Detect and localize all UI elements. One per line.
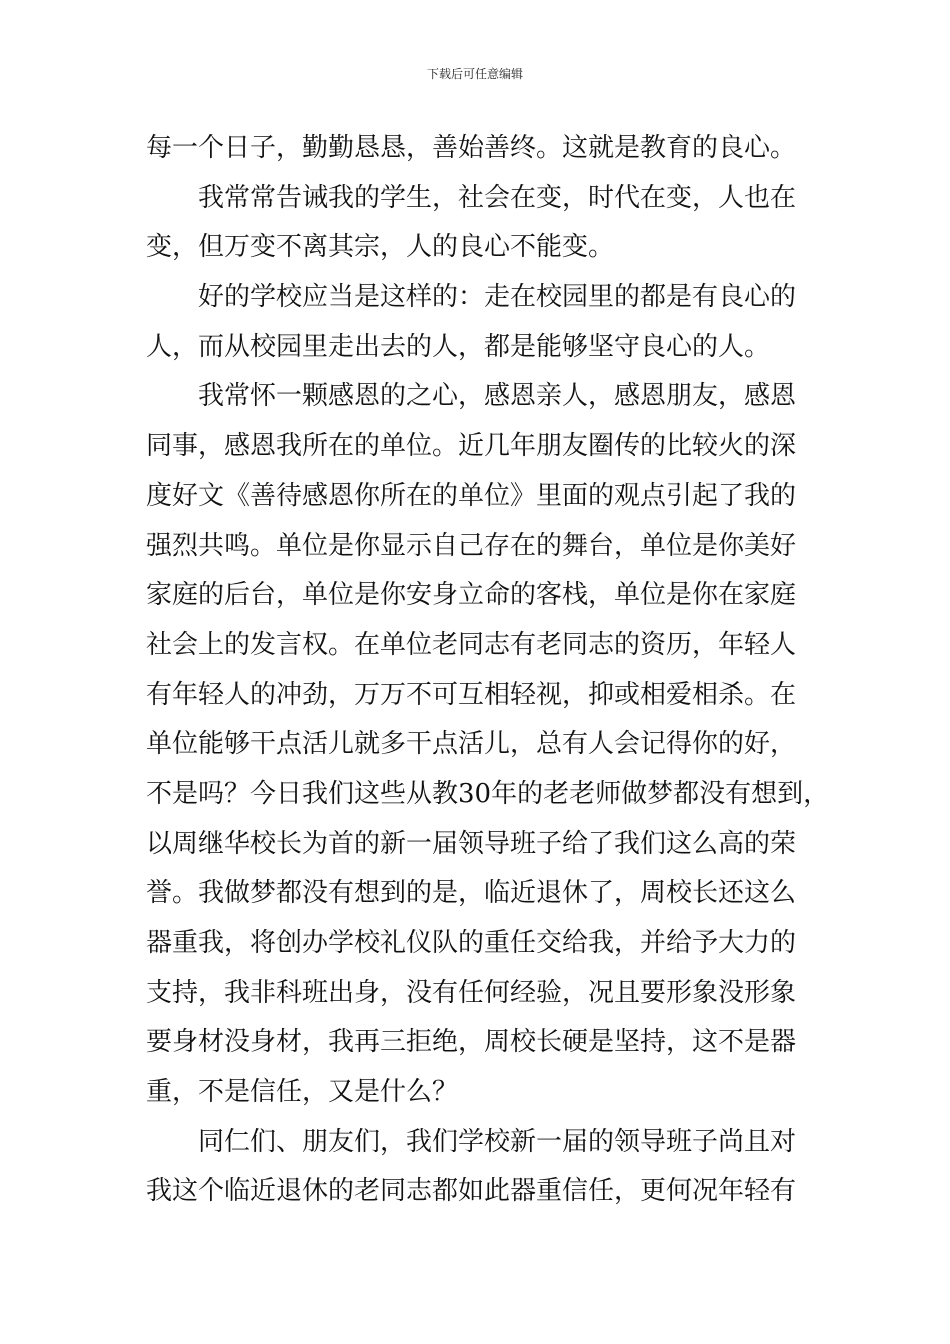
text-line: 强烈共鸣。单位是你显示自己存在的舞台，单位是你美好 — [146, 530, 797, 561]
text-line: 同仁们、朋友们，我们学校新一届的领导班子尚且对 — [198, 1126, 797, 1157]
text-line: 以周继华校长为首的新一届领导班子给了我们这么高的荣 — [146, 828, 797, 859]
text-line: 家庭的后台，单位是你安身立命的客栈，单位是你在家庭 — [146, 580, 797, 611]
text-line: 要身材没身材，我再三拒绝，周校长硬是坚持，这不是器 — [146, 1027, 797, 1058]
text-line: 社会上的发言权。在单位老同志有老同志的资历，年轻人 — [146, 629, 797, 660]
text-line: 支持，我非科班出身，没有任何经验，况且要形象没形象 — [146, 977, 797, 1008]
text-line: 同事，感恩我所在的单位。近几年朋友圈传的比较火的深 — [146, 431, 797, 462]
text-line: 每一个日子，勤勤恳恳，善始善终。这就是教育的良心。 — [146, 133, 797, 163]
text-line: 好的学校应当是这样的：走在校园里的都是有良心的 — [198, 282, 797, 313]
text-line: 我常怀一颗感恩的之心，感恩亲人，感恩朋友，感恩 — [198, 381, 797, 412]
text-line: 誉。我做梦都没有想到的是，临近退休了，周校长还这么 — [146, 878, 797, 909]
text-line: 人，而从校园里走出去的人，都是能够坚守良心的人。 — [146, 331, 771, 362]
text-line: 不是吗？今日我们这些从教30年的老老师做梦都没有想到， — [146, 778, 830, 809]
text-line: 重，不是信任，又是什么？ — [146, 1077, 459, 1108]
text-line: 有年轻人的冲劲，万万不可互相轻视，抑或相爱相杀。在 — [146, 679, 797, 710]
text-line: 我这个临近退休的老同志都如此器重信任，更何况年轻有 — [146, 1176, 797, 1207]
text-line: 变，但万变不离其宗，人的良心不能变。 — [146, 232, 615, 263]
page-header: 下载后可任意编辑 — [426, 67, 523, 81]
text-line: 度好文《善待感恩你所在的单位》里面的观点引起了我的 — [146, 480, 797, 511]
document-body — [146, 124, 830, 1217]
text-line: 单位能够干点活儿就多干点活儿，总有人会记得你的好， — [146, 729, 797, 760]
text-line: 器重我，将创办学校礼仪队的重任交给我，并给予大力的 — [146, 928, 797, 958]
text-line: 我常常告诫我的学生，社会在变，时代在变，人也在 — [198, 182, 797, 213]
